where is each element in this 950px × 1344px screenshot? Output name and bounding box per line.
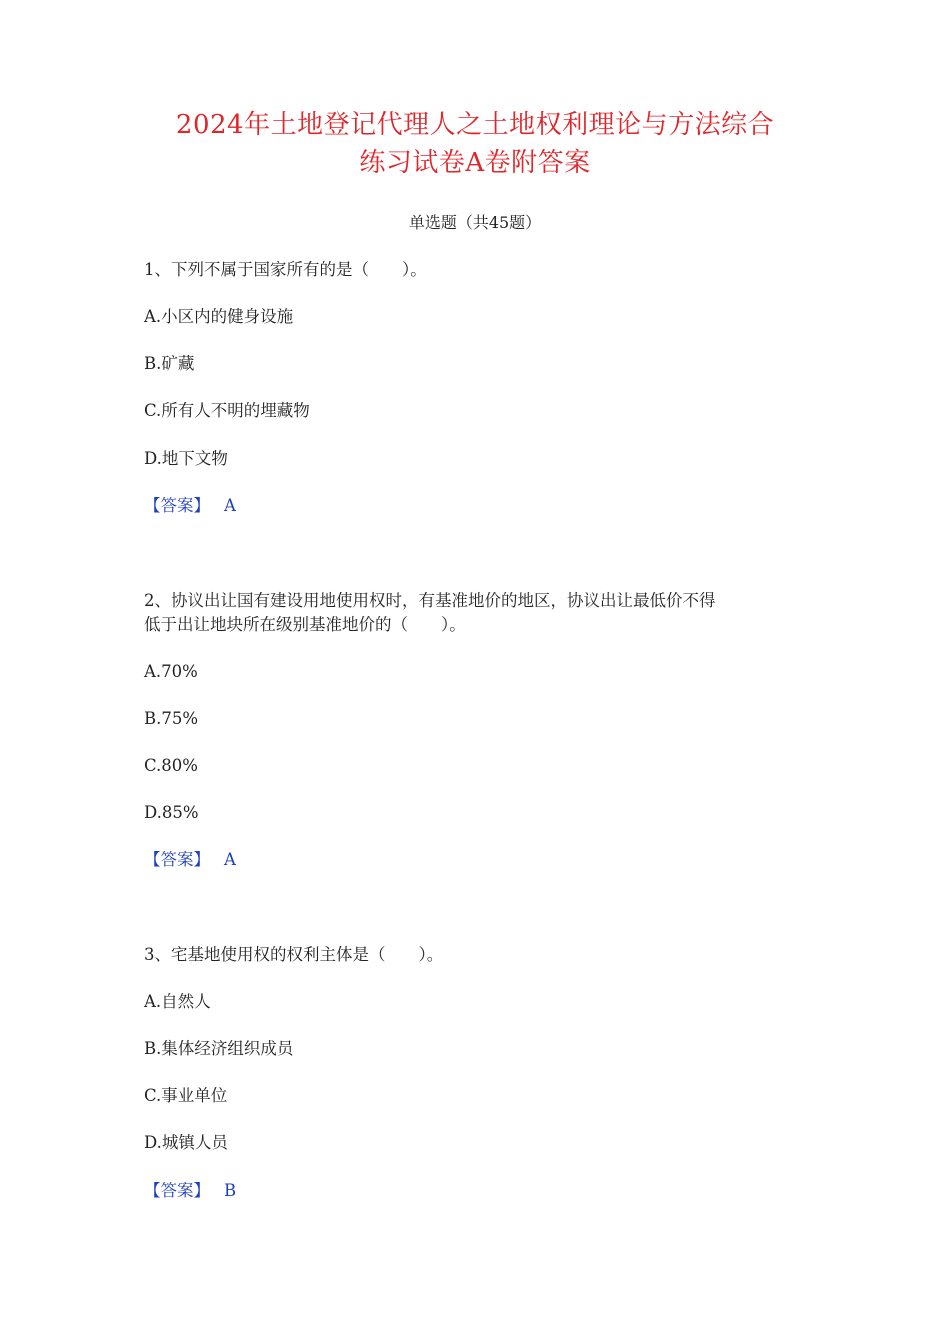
answer-label: 【答案】 <box>144 1181 210 1200</box>
question-1-option-a: A.小区内的健身设施 <box>144 307 294 326</box>
question-3-option-c: C.事业单位 <box>144 1086 228 1105</box>
question-1-option-b: B.矿藏 <box>144 354 195 373</box>
document-title <box>100 106 850 182</box>
question-1-option-c: C.所有人不明的埋藏物 <box>144 401 310 420</box>
answer-label: 【答案】 <box>144 496 210 515</box>
question-3-option-a: A.自然人 <box>144 992 211 1011</box>
question-3-option-d: D.城镇人员 <box>144 1133 228 1152</box>
question-1-stem: 1、下列不属于国家所有的是（ ）。 <box>144 260 427 279</box>
question-2-option-b: B.75% <box>144 709 199 728</box>
answer-value: A <box>224 850 236 869</box>
section-heading: 单选题（共45题） <box>408 213 542 232</box>
answer-value: B <box>224 1181 237 1200</box>
question-3-option-b: B.集体经济组织成员 <box>144 1039 294 1058</box>
question-2-option-c: C.80% <box>144 756 198 775</box>
answer-value: A <box>224 496 236 515</box>
question-3-answer <box>144 1179 236 1203</box>
question-1-option-d: D.地下文物 <box>144 449 228 468</box>
question-2-option-d: D.85% <box>144 803 199 822</box>
answer-label: 【答案】 <box>144 850 210 869</box>
question-2-answer <box>144 848 236 872</box>
question-1-answer <box>144 494 236 518</box>
title-line-1: 2024年土地登记代理人之土地权利理论与方法综合 <box>175 110 775 140</box>
question-2-stem-line-2: 低于出让地块所在级别基准地价的（ ）。 <box>144 615 466 634</box>
question-2-option-a: A.70% <box>144 662 198 681</box>
question-3-stem: 3、宅基地使用权的权利主体是（ ）。 <box>144 945 444 964</box>
title-line-2: 练习试卷A卷附答案 <box>359 148 591 178</box>
question-2-stem-line-1: 2、协议出让国有建设用地使用权时，有基准地价的地区，协议出让最低价不得 <box>144 591 716 610</box>
